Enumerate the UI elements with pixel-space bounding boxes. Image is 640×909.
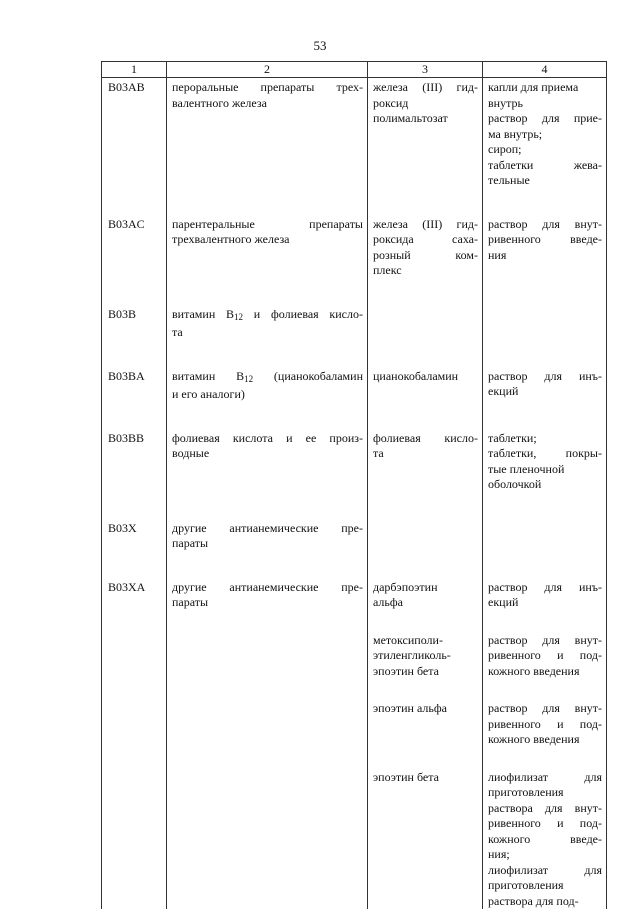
group-text: витамин B — [172, 307, 234, 321]
group-cell — [167, 305, 368, 367]
substance-line: эпоэтин бета — [373, 770, 478, 786]
group-cell — [167, 699, 368, 768]
table-row — [102, 367, 607, 429]
dosage-form-line: ривенного и под- — [488, 816, 602, 832]
dosage-form-line: екций — [488, 384, 602, 400]
atc-code-cell: B03XA — [102, 578, 167, 631]
dosage-form-line: тые пленочной — [488, 462, 602, 478]
dosage-form-line: екций — [488, 595, 602, 611]
column-header-2: 2 — [167, 62, 368, 78]
substance-cell — [368, 215, 483, 305]
table-row — [102, 631, 607, 700]
substance-line: цианокобаламин — [373, 369, 478, 385]
group-line: пероральные препараты трех- — [172, 80, 363, 96]
table-row — [102, 429, 607, 519]
group-line: параты — [172, 536, 363, 552]
group-cell — [167, 78, 368, 215]
substance-line: дарбэпоэтин — [373, 580, 478, 596]
substance-cell — [368, 699, 483, 768]
substance-line: эпоэтин альфа — [373, 701, 478, 717]
dosage-form-line: приготовления — [488, 878, 602, 894]
dosage-form-line: приготовления — [488, 785, 602, 801]
group-line: параты — [172, 595, 363, 611]
atc-code-cell: B03BB — [102, 429, 167, 519]
atc-code-cell — [102, 699, 167, 768]
table-row — [102, 699, 607, 768]
substance-line: полимальтозат — [373, 111, 478, 127]
dosage-form-line: раствор для внут- — [488, 701, 602, 717]
group-text: (цианокобаламин — [253, 369, 363, 383]
dosage-form-line: лиофилизат для — [488, 770, 602, 786]
substance-cell — [368, 429, 483, 519]
group-cell — [167, 367, 368, 429]
page-number: 53 — [0, 38, 640, 54]
substance-line: железа (III) гид- — [373, 80, 478, 96]
group-line: другие антианемические пре- — [172, 580, 363, 596]
substance-line: роксид — [373, 96, 478, 112]
substance-line: эпоэтин бета — [373, 664, 478, 680]
dosage-form-line: капли для приема — [488, 80, 602, 96]
atc-code-cell: B03AB — [102, 78, 167, 215]
table-row — [102, 305, 607, 367]
group-line: трехвалентного железа — [172, 232, 363, 248]
dosage-form-cell — [483, 78, 607, 215]
substance-line: роксида саха- — [373, 232, 478, 248]
dosage-form-line: оболочкой — [488, 477, 602, 493]
group-text: витамин B — [172, 369, 244, 383]
substance-cell — [368, 519, 483, 578]
group-line: валентного железа — [172, 96, 363, 112]
dosage-form-cell — [483, 215, 607, 305]
dosage-form-line: раствор для внут- — [488, 217, 602, 233]
group-line — [172, 369, 363, 388]
atc-code-cell: B03AC — [102, 215, 167, 305]
dosage-form-cell — [483, 578, 607, 631]
dosage-form-line: сироп; — [488, 142, 602, 158]
atc-code-cell: B03X — [102, 519, 167, 578]
substance-cell — [368, 78, 483, 215]
group-line: и его аналоги) — [172, 387, 363, 403]
dosage-form-line: кожного введения — [488, 732, 602, 748]
table-row — [102, 215, 607, 305]
group-cell — [167, 768, 368, 909]
substance-line: метоксиполи- — [373, 633, 478, 649]
dosage-form-line: таблетки; — [488, 431, 602, 447]
dosage-form-line: ривенного и под- — [488, 648, 602, 664]
column-header-1: 1 — [102, 62, 167, 78]
substance-line: фолиевая кисло- — [373, 431, 478, 447]
dosage-form-line: таблетки жева- — [488, 158, 602, 174]
group-cell — [167, 429, 368, 519]
column-header-3: 3 — [368, 62, 483, 78]
substance-line: этиленгликоль- — [373, 648, 478, 664]
group-cell — [167, 631, 368, 700]
group-line: водные — [172, 446, 363, 462]
table-row — [102, 78, 607, 215]
group-cell — [167, 215, 368, 305]
group-cell — [167, 578, 368, 631]
table-row — [102, 768, 607, 909]
atc-code-cell: B03B — [102, 305, 167, 367]
dosage-form-line: тельные — [488, 173, 602, 189]
substance-line: альфа — [373, 595, 478, 611]
dosage-form-line: кожного введения — [488, 664, 602, 680]
substance-line: розный ком- — [373, 248, 478, 264]
column-header-4: 4 — [483, 62, 607, 78]
atc-code-cell — [102, 768, 167, 909]
dosage-form-line: ния — [488, 248, 602, 264]
substance-cell — [368, 578, 483, 631]
dosage-form-line: ривенного и под- — [488, 717, 602, 733]
substance-line: плекс — [373, 263, 478, 279]
dosage-form-line: раствор для инъ- — [488, 369, 602, 385]
substance-cell — [368, 631, 483, 700]
dosage-form-line: ривенного введе- — [488, 232, 602, 248]
subscript: 12 — [244, 374, 253, 384]
group-line: парентеральные препараты — [172, 217, 363, 233]
table-row — [102, 578, 607, 631]
dosage-form-line: раствор для инъ- — [488, 580, 602, 596]
substance-line: железа (III) гид- — [373, 217, 478, 233]
dosage-form-cell — [483, 429, 607, 519]
table-body — [102, 78, 607, 909]
group-line — [172, 307, 363, 326]
dosage-form-cell — [483, 367, 607, 429]
substance-cell — [368, 768, 483, 909]
dosage-form-line: лиофилизат для — [488, 863, 602, 879]
dosage-form-line: кожного введе- — [488, 832, 602, 848]
dosage-form-line: раствор для прие- — [488, 111, 602, 127]
dosage-form-cell — [483, 631, 607, 700]
dosage-form-line: раствор для внут- — [488, 633, 602, 649]
dosage-form-line: ния; — [488, 847, 602, 863]
group-line: фолиевая кислота и ее произ- — [172, 431, 363, 447]
substance-line: та — [373, 446, 478, 462]
group-line: другие антианемические пре- — [172, 521, 363, 537]
dosage-form-cell — [483, 305, 607, 367]
dosage-form-line: раствора для под- — [488, 894, 602, 909]
group-text: и фолиевая кисло- — [243, 307, 363, 321]
atc-code-cell — [102, 631, 167, 700]
substance-cell — [368, 305, 483, 367]
group-cell — [167, 519, 368, 578]
dosage-form-line: раствора для внут- — [488, 801, 602, 817]
atc-code-cell: B03BA — [102, 367, 167, 429]
dosage-form-cell — [483, 768, 607, 909]
group-line: та — [172, 325, 363, 341]
dosage-form-line: внутрь — [488, 96, 602, 112]
subscript: 12 — [234, 312, 243, 322]
dosage-form-cell — [483, 699, 607, 768]
table-header-row — [102, 62, 607, 78]
dosage-form-line: ма внутрь; — [488, 127, 602, 143]
dosage-form-line: таблетки, покры- — [488, 446, 602, 462]
dosage-form-cell — [483, 519, 607, 578]
table-row — [102, 519, 607, 578]
drug-table — [101, 61, 607, 909]
substance-cell — [368, 367, 483, 429]
